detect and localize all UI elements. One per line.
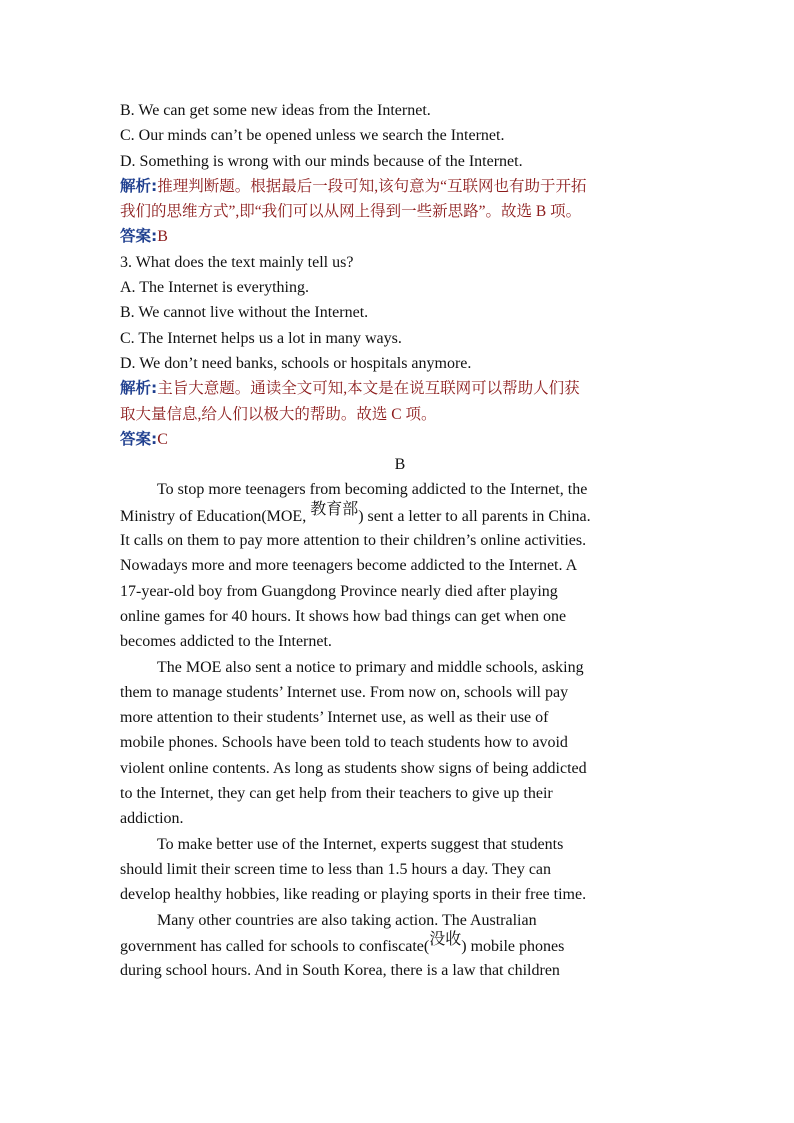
paragraph-2-line-1: The MOE also sent a notice to primary and middle schools, asking (157, 658, 584, 676)
q2-answer-label: 答案: (120, 227, 158, 246)
paragraph-1-line-1: To stop more teenagers from becoming addicted to the Internet, the (157, 481, 588, 499)
q3-option-b: B. We cannot live without the Internet. (120, 304, 369, 322)
p4-chinese-gloss: 没收 (429, 928, 462, 948)
q2-analysis-line-2 (120, 199, 680, 224)
q3-analysis-label: 解析: (120, 379, 158, 398)
q3-answer-value: C (157, 430, 168, 448)
paragraph-2-line-5: violent online contents. As long as students show signs of being addicted (120, 759, 587, 777)
q3-analysis-line-1 (120, 376, 680, 401)
q3-option-d: D. We don’t need banks, schools or hospitals anymore. (120, 354, 472, 372)
p1-line-2-start: Ministry of Education(MOE, (120, 507, 311, 525)
paragraph-4-line-1: Many other countries are also taking action. The Australian (157, 911, 537, 929)
q2-analysis-text-1: 推理判断题。根据最后一段可知,该句意为“互联网也有助于开拓 (157, 177, 587, 195)
q3-question: 3. What does the text mainly tell us? (120, 253, 354, 271)
paragraph-2-line-2: them to manage students’ Internet use. From now on, schools will pay (120, 683, 569, 701)
paragraph-3-line-1: To make better use of the Internet, experts suggest that students (157, 835, 564, 853)
paragraph-1-line-5: 17-year-old boy from Guangdong Province nearly died after playing (120, 582, 558, 600)
paragraph-2-line-3: more attention to their students’ Internet use, as well as their use of (120, 709, 549, 727)
paragraph-4-line-2 (120, 928, 680, 958)
q2-option-d: D. Something is wrong with our minds because of the Internet. (120, 152, 523, 170)
p1-chinese-gloss: 教育部 (310, 498, 359, 518)
paragraph-2-line-7: addiction. (120, 810, 184, 828)
p4-line-2-start: government has called for schools to confiscate( (120, 937, 430, 955)
q3-answer-label: 答案: (120, 429, 158, 448)
q3-analysis-line-2 (120, 402, 680, 427)
q2-analysis-text-2: 我们的思维方式”,即“我们可以从网上得到一些新思路”。故选 B 项。 (120, 203, 582, 221)
paragraph-1-line-3: It calls on them to pay more attention to their children’s online activities. (120, 532, 587, 550)
section-heading: B (394, 456, 406, 474)
q2-option-c: C. Our minds can’t be opened unless we search the Internet. (120, 127, 505, 145)
p1-line-2-end: ) sent a letter to all parents in China. (358, 507, 591, 525)
paragraph-1-line-6: online games for 40 hours. It shows how bad things can get when one (120, 607, 567, 625)
paragraph-1-line-7: becomes addicted to the Internet. (120, 633, 332, 651)
q2-answer (120, 224, 680, 249)
paragraph-2-line-6: to the Internet, they can get help from their teachers to give up their (120, 785, 553, 803)
q2-analysis-line-1 (120, 174, 680, 199)
q3-option-c: C. The Internet helps us a lot in many ways. (120, 329, 402, 347)
paragraph-4-line-3: during school hours. And in South Korea, there is a law that children (120, 962, 560, 980)
paragraph-3-line-2: should limit their screen time to less than 1.5 hours a day. They can (120, 860, 552, 878)
paragraph-1-line-2 (120, 498, 680, 528)
paragraph-3-line-3: develop healthy hobbies, like reading or playing sports in their free time. (120, 886, 587, 904)
q2-option-b: B. We can get some new ideas from the Internet. (120, 102, 431, 119)
q3-answer (120, 427, 680, 452)
q2-analysis-label: 解析: (120, 176, 158, 195)
q3-option-a: A. The Internet is everything. (120, 279, 309, 297)
paragraph-1-line-4: Nowadays more and more teenagers become addicted to the Internet. A (120, 557, 578, 575)
q2-answer-value: B (157, 228, 168, 246)
document-page (120, 98, 680, 983)
q3-analysis-text-1: 主旨大意题。通读全文可知,本文是在说互联网可以帮助人们获 (157, 380, 580, 398)
q3-analysis-text-2: 取大量信息,给人们以极大的帮助。故选 C 项。 (120, 405, 437, 423)
p4-line-2-end: ) mobile phones (461, 937, 565, 955)
paragraph-2-line-4: mobile phones. Schools have been told to teach students how to avoid (120, 734, 568, 752)
